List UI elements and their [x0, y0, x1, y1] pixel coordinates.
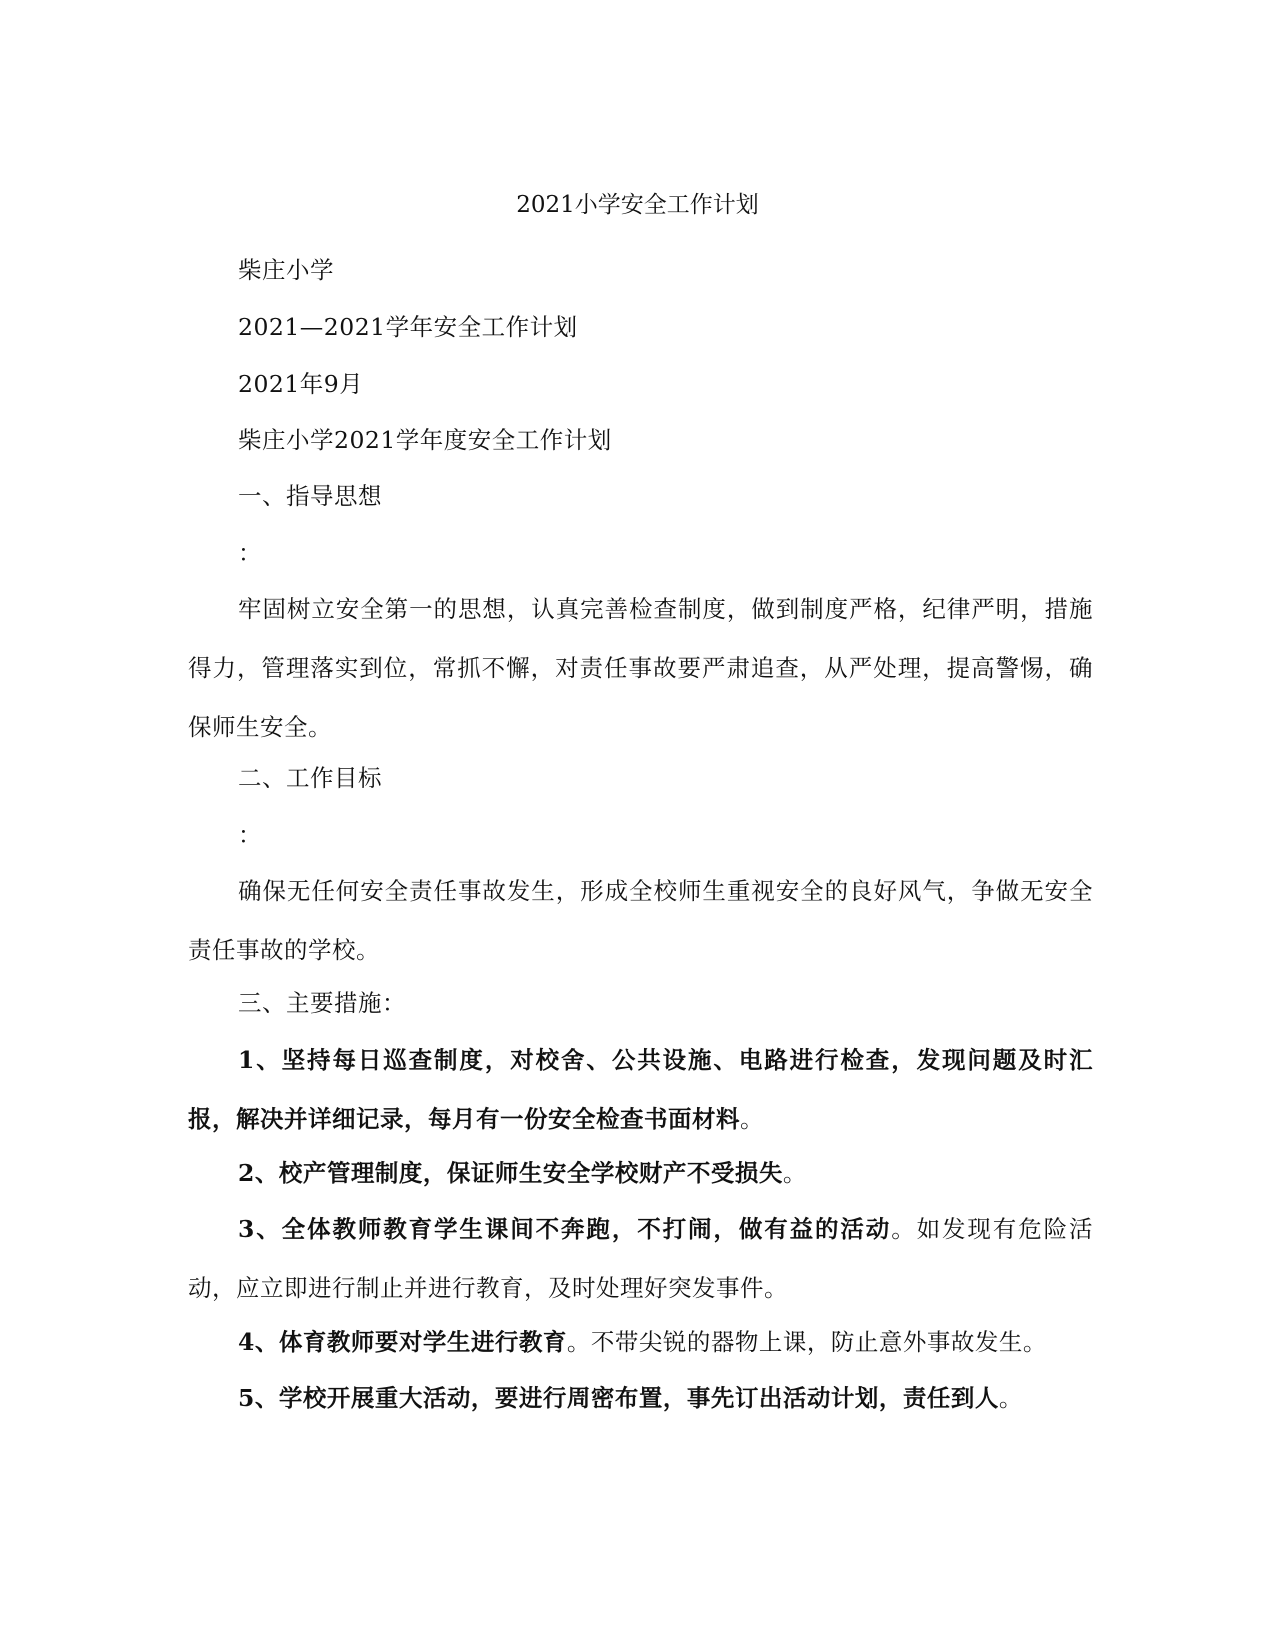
measure-item-3-bold: 3、全体教师教育学生课间不奔跑，不打闹，做有益的活动	[238, 1215, 892, 1243]
document-title: 2021小学安全工作计划	[516, 192, 759, 218]
section2-colon: ：	[238, 821, 262, 849]
measure-item-4-bold: 4、体育教师要对学生进行教育	[238, 1328, 567, 1356]
section3-heading: 三、主要措施：	[238, 989, 406, 1017]
section1-colon: ：	[238, 539, 262, 567]
measure-item-5-bold: 5、学校开展重大活动，要进行周密布置，事先订出活动计划，责任到人	[238, 1384, 999, 1412]
measure-item-1	[188, 1031, 1093, 1149]
measure-item-5-rest: 。	[998, 1384, 1023, 1412]
plan-subtitle: 柴庄小学2021学年度安全工作计划	[238, 426, 612, 454]
measure-item-4-rest: 。不带尖锐的器物上课，防止意外事故发生。	[566, 1328, 1047, 1356]
measure-item-1-bold: 1、坚持每日巡查制度，对校舍、公共设施、电路进行检查，发现问题及时汇报，解决并详细记录，每月有一份安全检查书面材料	[188, 1046, 1093, 1133]
plan-date: 2021年9月	[238, 370, 364, 398]
measure-item-5	[188, 1369, 1093, 1428]
section1-body: 牢固树立安全第一的思想，认真完善检查制度，做到制度严格，纪律严明，措施得力，管理落实到位，常抓不懈，对责任事故要严肃追查，从严处理，提高警惕，确保师生安全。	[188, 595, 1093, 741]
school-name: 柴庄小学	[238, 256, 334, 284]
measure-item-4	[188, 1313, 1093, 1372]
section1-heading: 一、指导思想	[238, 482, 382, 510]
measure-item-3	[188, 1200, 1093, 1318]
measure-item-3-rest: 。如发现有危险活动，应立即进行制止并进行教育，及时处理好突发事件。	[188, 1215, 1094, 1302]
section2-heading: 二、工作目标	[238, 764, 382, 792]
measure-item-2-bold: 2、校产管理制度，保证师生安全学校财产不受损失	[238, 1159, 783, 1187]
plan-period: 2021—2021学年安全工作计划	[238, 313, 578, 341]
measure-item-2	[188, 1144, 1093, 1203]
measure-item-2-rest: 。	[782, 1159, 807, 1187]
section2-body: 确保无任何安全责任事故发生，形成全校师生重视安全的良好风气，争做无安全责任事故的学校。	[188, 877, 1093, 964]
measure-item-1-rest: 。	[740, 1105, 764, 1133]
